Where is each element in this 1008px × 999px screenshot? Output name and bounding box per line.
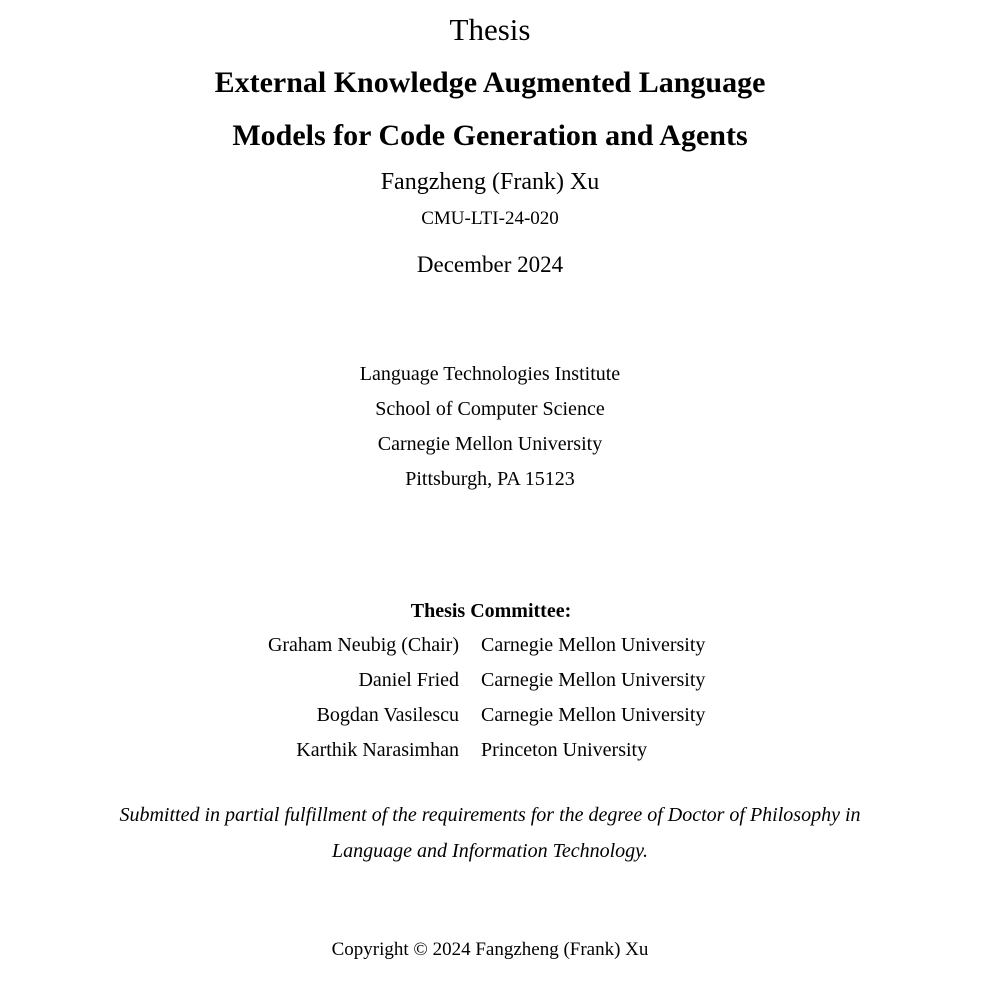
copyright-notice: Copyright © 2024 Fangzheng (Frank) Xu: [331, 939, 649, 960]
address-line-school: School of Computer Science: [375, 398, 605, 420]
committee-member-name: Graham Neubig (Chair): [267, 634, 459, 656]
degree-statement-line-1: Submitted in partial fulfillment of the requirements for the degree of Doctor of Philosophy in: [119, 804, 861, 826]
thesis-title-line-1: External Knowledge Augmented Language: [214, 66, 766, 99]
committee-member: [0, 666, 1008, 696]
thesis-title-line-2: Models for Code Generation and Agents: [232, 119, 748, 152]
committee-member: [0, 701, 1008, 731]
committee-member: [0, 736, 1008, 766]
report-id: CMU-LTI-24-020: [421, 208, 559, 229]
address-line-city: Pittsburgh, PA 15123: [405, 468, 575, 490]
document-type: Thesis: [449, 12, 531, 47]
committee-member-name: Bogdan Vasilescu: [316, 704, 459, 726]
committee-member-affiliation: Carnegie Mellon University: [481, 669, 706, 691]
committee-member-affiliation: Carnegie Mellon University: [481, 634, 706, 656]
committee-heading: Thesis Committee:: [410, 600, 572, 622]
committee-member: [0, 631, 1008, 661]
address-line-institute: Language Technologies Institute: [359, 363, 621, 385]
degree-statement-line-2: Language and Information Technology.: [332, 840, 648, 862]
address-line-university: Carnegie Mellon University: [377, 433, 603, 455]
committee-member-affiliation: Carnegie Mellon University: [481, 704, 706, 726]
committee-member-name: Daniel Fried: [358, 669, 459, 691]
publication-date: December 2024: [416, 252, 564, 277]
author-name: Fangzheng (Frank) Xu: [380, 169, 600, 195]
committee-member-affiliation: Princeton University: [481, 739, 648, 761]
committee-member-name: Karthik Narasimhan: [296, 739, 459, 761]
